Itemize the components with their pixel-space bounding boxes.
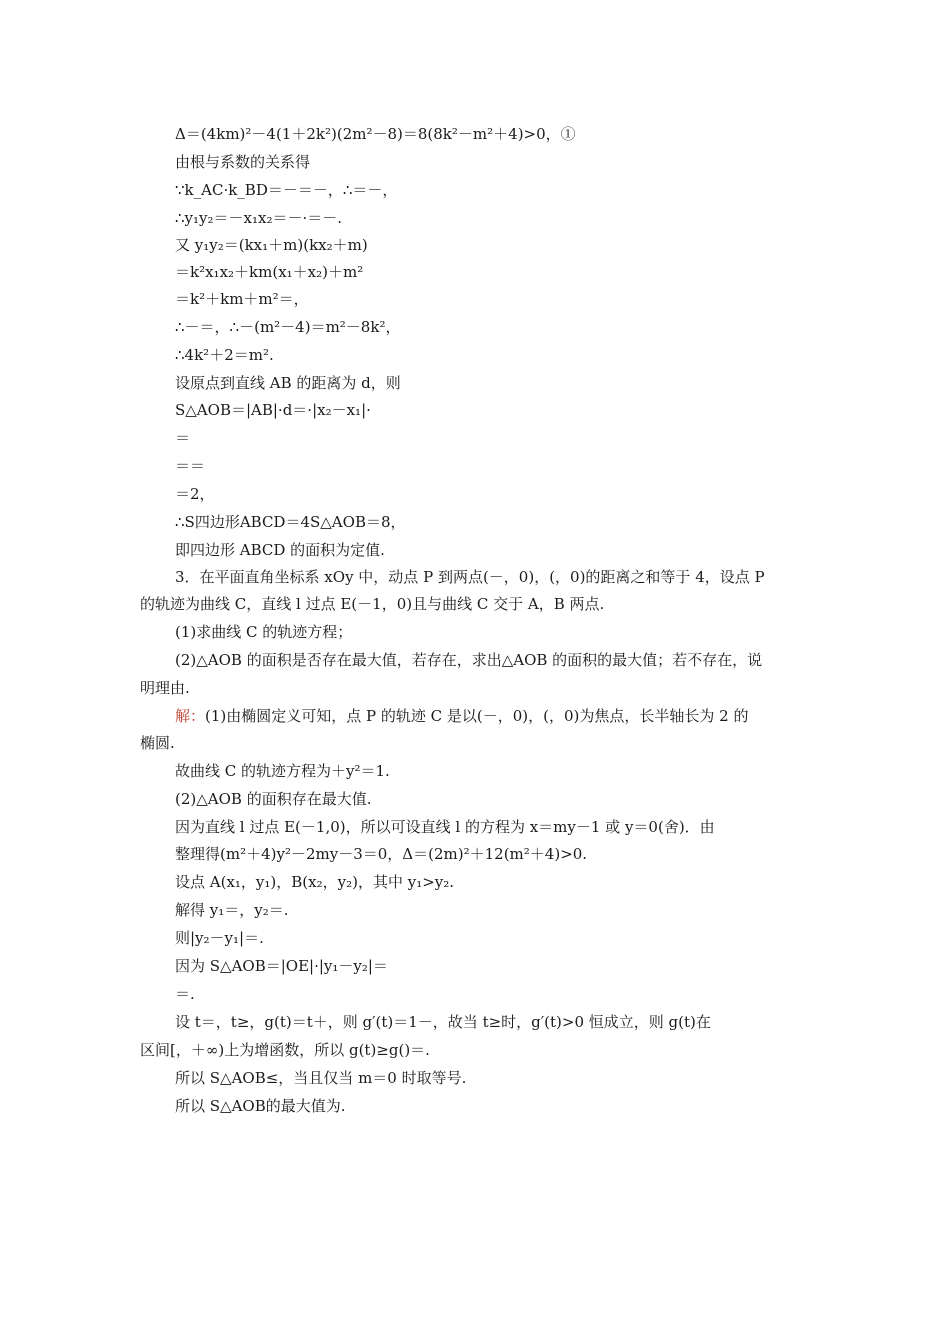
text-line: 设点 A(x₁，y₁)，B(x₂，y₂)，其中 y₁>y₂. [175, 873, 455, 891]
text-line: 所以 S△AOB≤，当且仅当 m＝0 时取等号. [175, 1069, 467, 1087]
text-line: ∴－＝，∴－(m²－4)＝m²－8k²， [175, 318, 401, 336]
text-line: 设 t＝，t≥，g(t)＝t＋，则 g′(t)＝1－，故当 t≥时，g′(t)>0 恒成立，则 g(t)在 [175, 1013, 711, 1031]
text-line: 因为直线 l 过点 E(－1,0)，所以可设直线 l 的方程为 x＝my－1 或 y＝0(舍)．由 [175, 818, 715, 836]
text-line: 所以 S△AOB的最大值为. [175, 1097, 346, 1115]
text-line: ＝k²x₁x₂＋km(x₁＋x₂)＋m² [175, 263, 364, 281]
text-line: 整理得(m²＋4)y²－2my－3＝0，Δ＝(2m)²＋12(m²＋4)>0. [175, 845, 588, 863]
text-line: Δ＝(4km)²－4(1＋2k²)(2m²－8)＝8(8k²－m²＋4)>0，① [175, 125, 576, 143]
text-line: 的轨迹为曲线 C，直线 l 过点 E(－1，0)且与曲线 C 交于 A，B 两点. [140, 595, 605, 613]
text-line: 区间[，＋∞)上为增函数，所以 g(t)≥g()＝. [140, 1041, 430, 1059]
text-line: 由根与系数的关系得 [175, 153, 311, 171]
text-line: ＝ [175, 429, 191, 447]
text-line: 即四边形 ABCD 的面积为定值. [175, 541, 385, 559]
text-line: 解得 y₁＝，y₂＝. [175, 901, 289, 919]
text-line: 设原点到直线 AB 的距离为 d，则 [175, 374, 401, 392]
text-line: (1)求曲线 C 的轨迹方程； [175, 623, 353, 641]
text-line: (2)△AOB 的面积是否存在最大值，若存在，求出△AOB 的面积的最大值；若不存在，说 [175, 651, 763, 669]
text-line: ∴S四边形ABCD＝4S△AOB＝8， [175, 513, 406, 531]
text-line: 椭圆. [140, 734, 175, 752]
text-line: 又 y₁y₂＝(kx₁＋m)(kx₂＋m) [175, 236, 368, 254]
solution-line [175, 706, 748, 726]
text-line: ∴y₁y₂＝－x₁x₂＝－·＝－. [175, 209, 343, 227]
text-line: 因为 S△AOB＝|OE|·|y₁－y₂|＝ [175, 957, 388, 975]
text-line: ＝k²＋km＋m²＝， [175, 290, 309, 308]
text-line: S△AOB＝|AB|·d＝·|x₂－x₁|· [175, 401, 371, 419]
text-line: 则|y₂－y₁|＝. [175, 929, 264, 947]
text-line: ＝＝ [175, 457, 206, 475]
text-line: ∴4k²＋2＝m². [175, 346, 274, 364]
solution-text: (1)由椭圆定义可知，点 P 的轨迹 C 是以(－，0)，(，0)为焦点，长半轴长为 2 的 [205, 707, 749, 725]
text-line: 故曲线 C 的轨迹方程为＋y²＝1. [175, 762, 390, 780]
problem-3-line: 3．在平面直角坐标系 xOy 中，动点 P 到两点(－，0)，(，0)的距离之和等于 4，设点 P [175, 568, 765, 586]
text-line: (2)△AOB 的面积存在最大值. [175, 790, 372, 808]
text-line: ＝2， [175, 485, 215, 503]
text-line: ∵k_AC·k_BD＝－＝－，∴＝－， [175, 181, 398, 199]
text-line: 明理由. [140, 679, 190, 697]
solution-label: 解： [175, 707, 206, 725]
text-line: ＝. [175, 985, 195, 1003]
